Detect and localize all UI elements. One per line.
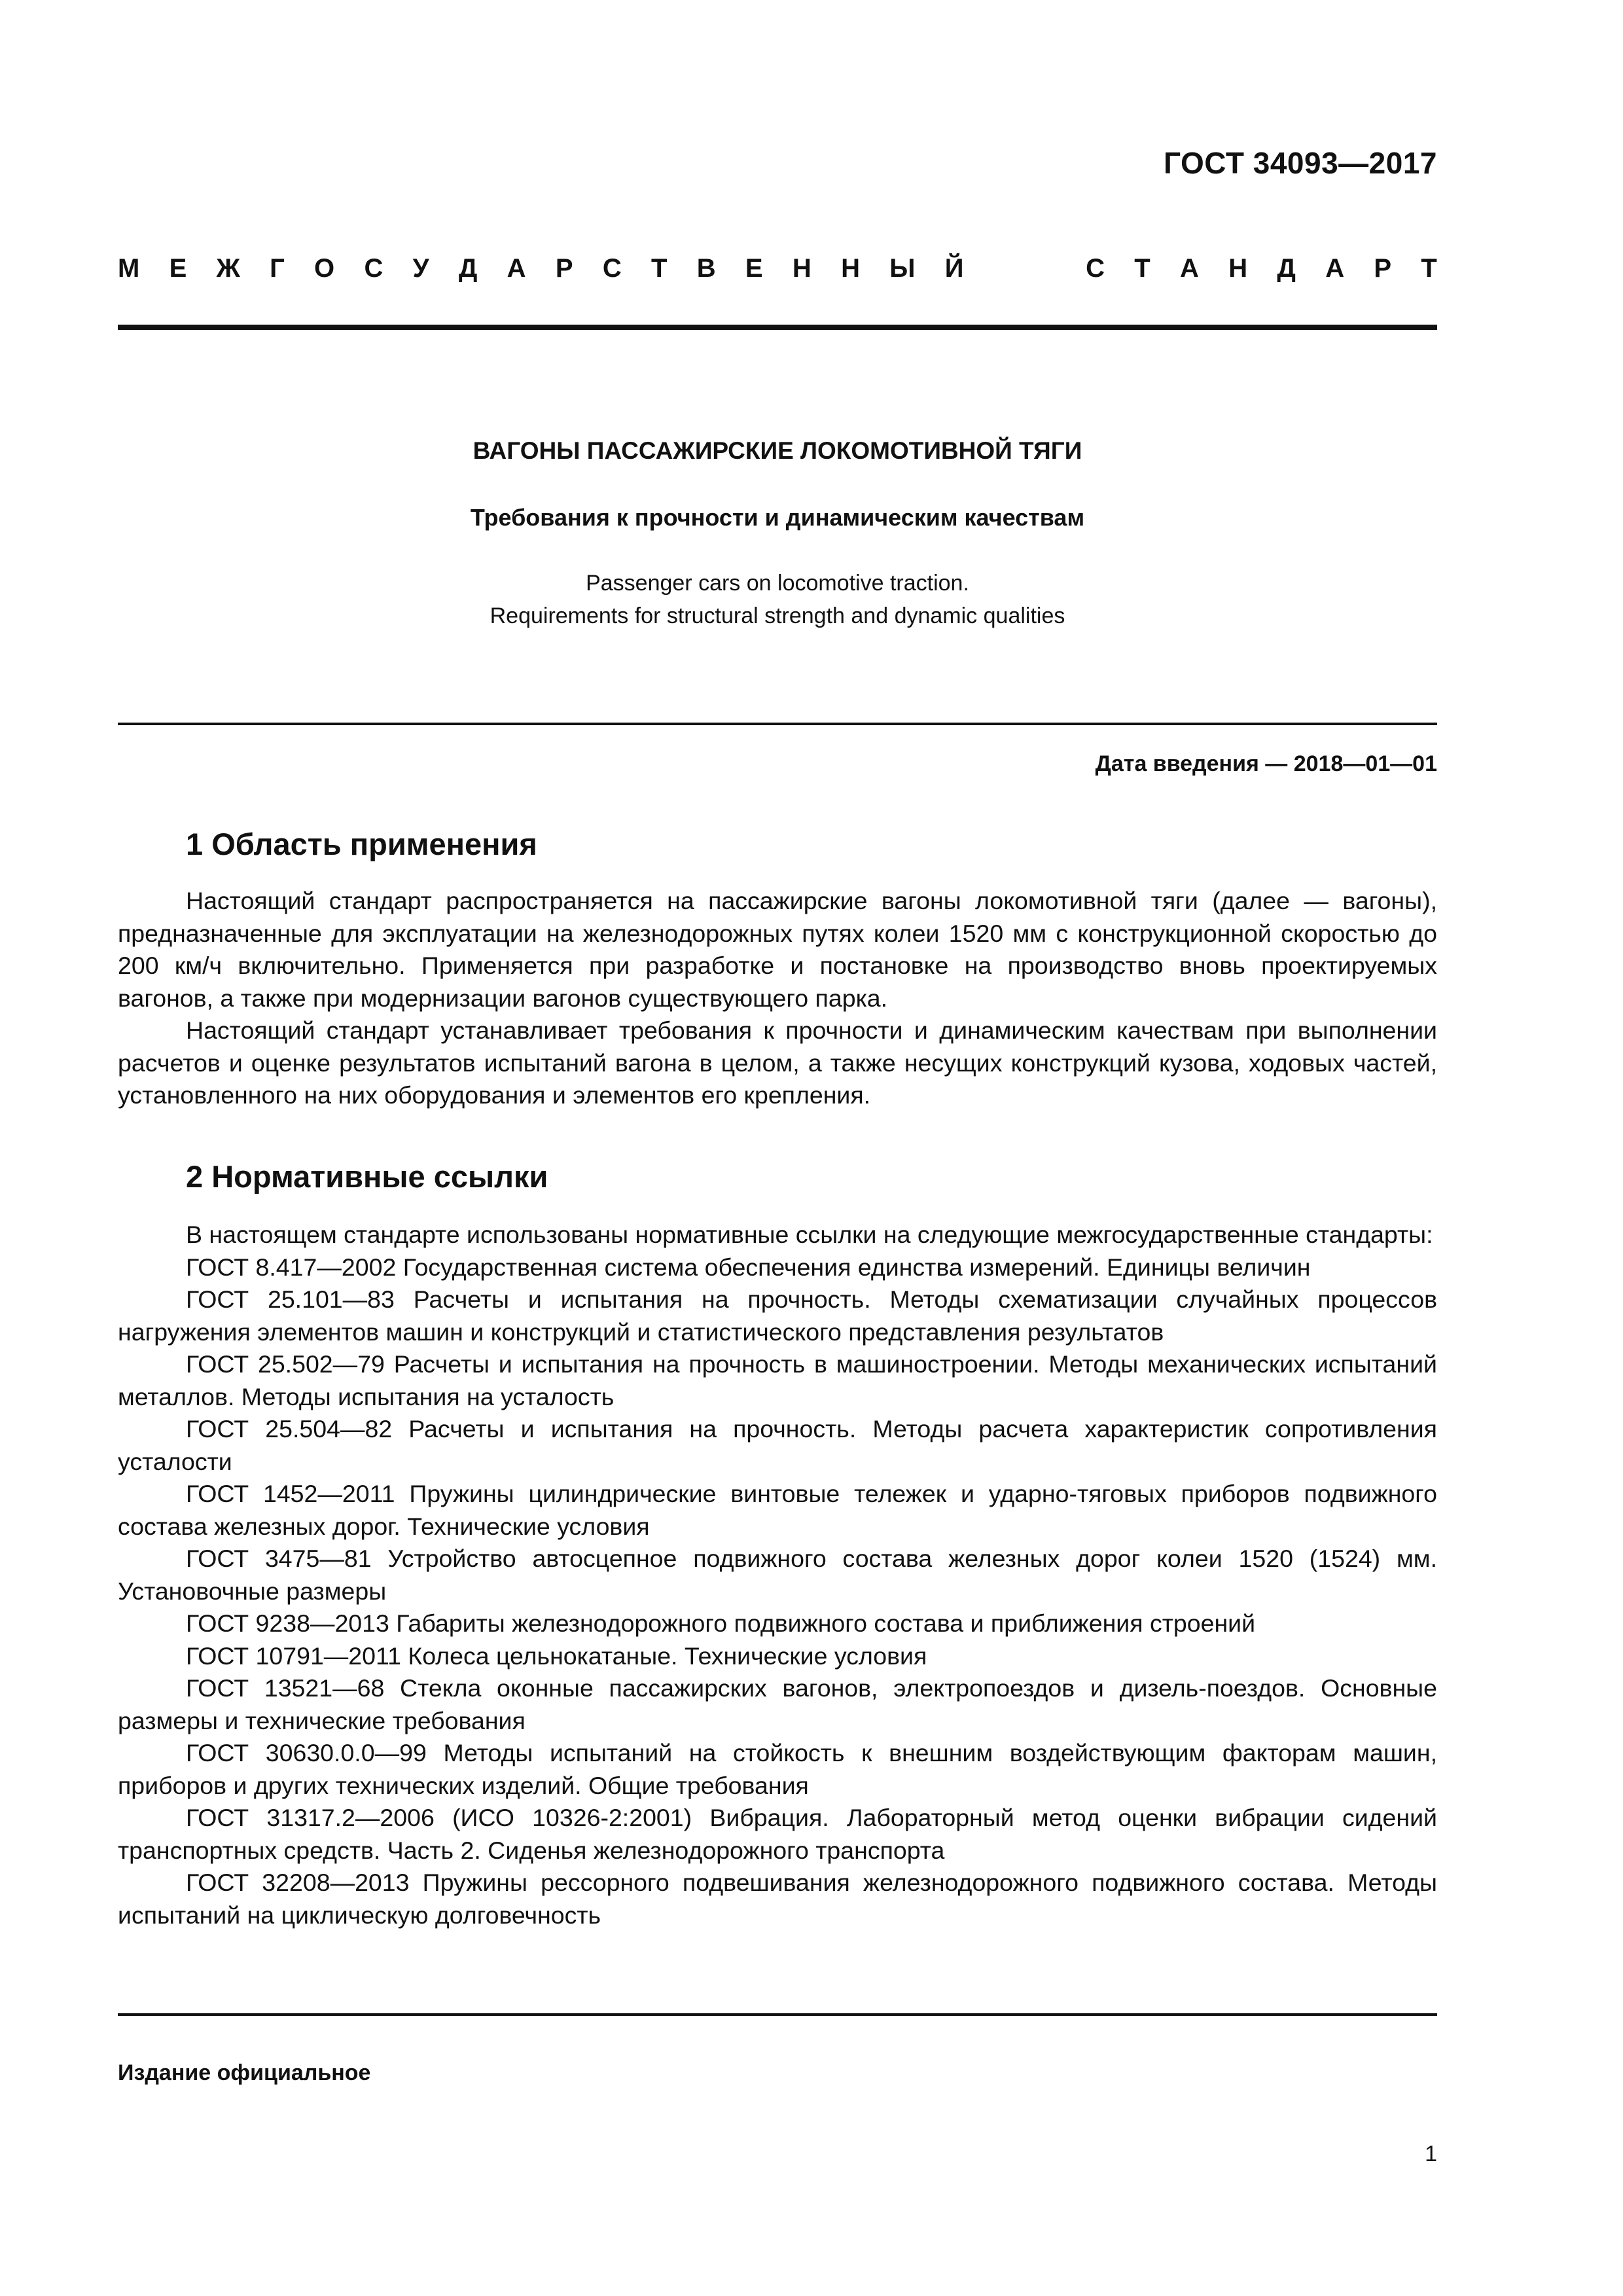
banner-letter: Н (1228, 254, 1248, 283)
banner-letter: Е (745, 254, 763, 283)
english-title-line: Requirements for structural strength and dynamic qualities (490, 603, 1065, 628)
section-2-body (118, 1219, 1437, 1931)
banner-letter: Г (270, 254, 285, 283)
reference-item: ГОСТ 10791—2011 Колеса цельнокатаные. Технические условия (186, 1641, 927, 1670)
english-title-line: Passenger cars on locomotive traction. (586, 571, 969, 596)
english-title (118, 567, 1437, 632)
banner-letter: С (1086, 254, 1105, 283)
banner-letter: Д (1277, 254, 1296, 283)
title-rule (118, 723, 1437, 725)
reference-item: ГОСТ 31317.2—2006 (ИСО 10326-2:2001) Вибрация. Лабораторный метод оценки вибрации сидений транспортных средств. Часть 2. Сиденья железнодорожного транспорта (118, 1804, 1437, 1864)
banner-letter: Ж (216, 254, 240, 283)
reference-item: ГОСТ 8.417—2002 Государственная система обеспечения единства измерений. Единицы величин (186, 1253, 1311, 1281)
banner-letter: А (1325, 254, 1345, 283)
banner-letter: Й (944, 254, 964, 283)
reference-item: ГОСТ 13521—68 Стекла оконные пассажирских вагонов, электропоездов и дизель-поездов. Основные размеры и технические требования (118, 1674, 1437, 1734)
header-rule (118, 325, 1437, 330)
paragraph: В настоящем стандарте использованы нормативные ссылки на следующие межгосударственные стандарты: (186, 1221, 1433, 1248)
banner-letter: С (602, 254, 622, 283)
reference-item: ГОСТ 25.504—82 Расчеты и испытания на прочность. Методы расчета характеристик сопротивления усталости (118, 1415, 1437, 1475)
banner-letter: Е (169, 254, 187, 283)
section-1-heading: 1 Область применения (186, 827, 537, 861)
banner-letter: А (507, 254, 526, 283)
document-subtitle: Требования к прочности и динамическим качествам (470, 504, 1085, 531)
footer-rule (118, 2013, 1437, 2016)
official-edition-label: Издание официальное (118, 2060, 371, 2085)
banner-letter: М (118, 254, 140, 283)
reference-item: ГОСТ 30630.0.0—99 Методы испытаний на стойкость к внешним воздействующим факторам машин, приборов и других технических изделий. Общие требования (118, 1739, 1437, 1799)
reference-item: ГОСТ 25.101—83 Расчеты и испытания на прочность. Методы схематизации случайных процессов нагружения элементов машин и конструкций и статистического представления результатов (118, 1285, 1437, 1346)
section-1-body (118, 885, 1437, 1112)
reference-item: ГОСТ 1452—2011 Пружины цилиндрические винтовые тележек и ударно-тяговых приборов подвижного состава железных дорог. Технические условия (118, 1480, 1437, 1540)
banner-letter: Н (841, 254, 860, 283)
reference-item: ГОСТ 25.502—79 Расчеты и испытания на прочность в машиностроении. Методы механических испытаний металлов. Методы испытания на усталость (118, 1350, 1437, 1410)
interstate-standard-banner (118, 254, 1437, 283)
banner-letter: Т (1421, 254, 1437, 283)
banner-letter: А (1180, 254, 1199, 283)
banner-letter: Ы (889, 254, 916, 283)
section-2-heading: 2 Нормативные ссылки (186, 1159, 548, 1194)
banner-word-gap (993, 254, 1056, 283)
banner-letter: Р (555, 254, 573, 283)
introduction-date: Дата введения — 2018—01—01 (1095, 751, 1437, 776)
reference-item: ГОСТ 9238—2013 Габариты железнодорожного подвижного состава и приближения строений (186, 1609, 1256, 1637)
banner-letter: У (412, 254, 429, 283)
banner-letter: Д (458, 254, 478, 283)
paragraph: Настоящий стандарт распространяется на пассажирские вагоны локомотивной тяги (далее — вагоны), предназначенные для эксплуатации на железнодорожных путях колеи 1520 мм с конструкционной скоростью до 200 км/ч включительно. Применяется при разработке и постановке на производство вновь проектируемых вагонов, а также при модернизации вагонов существующего парка. (118, 887, 1437, 1012)
banner-letter: Н (792, 254, 812, 283)
page-number: 1 (1425, 2142, 1437, 2166)
banner-letter: Т (1134, 254, 1150, 283)
reference-item: ГОСТ 32208—2013 Пружины рессорного подвешивания железнодорожного подвижного состава. Методы испытаний на циклическую долговечность (118, 1869, 1437, 1929)
document-title: ВАГОНЫ ПАССАЖИРСКИЕ ЛОКОМОТИВНОЙ ТЯГИ (473, 437, 1082, 464)
banner-letter: В (696, 254, 716, 283)
banner-letter: Т (651, 254, 668, 283)
paragraph: Настоящий стандарт устанавливает требования к прочности и динамическим качествам при выполнении расчетов и оценке результатов испытаний вагона в целом, а также несущих конструкций кузова, ходовых частей, установленного на них оборудования и элементов его крепления. (118, 1016, 1437, 1109)
banner-letter: С (364, 254, 383, 283)
banner-letter: Р (1374, 254, 1392, 283)
reference-item: ГОСТ 3475—81 Устройство автосцепное подвижного состава железных дорог колеи 1520 (1524) мм. Установочные размеры (118, 1545, 1437, 1605)
banner-letter: О (314, 254, 335, 283)
standard-designation: ГОСТ 34093—2017 (1164, 146, 1437, 180)
